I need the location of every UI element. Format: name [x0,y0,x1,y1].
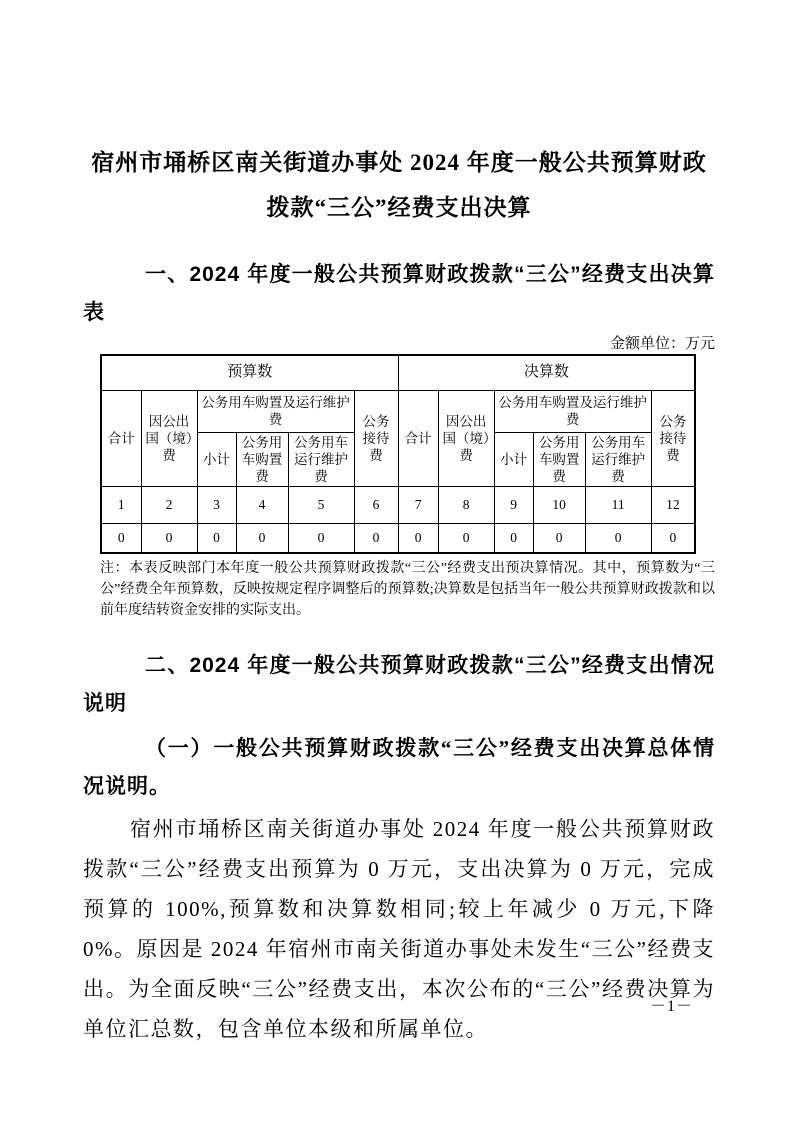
header-final-abroad: 因公出国（境）费 [438,390,494,486]
col-number-cell: 10 [533,486,585,523]
header-budget-vehicle-group: 公务用车购置及运行维护费 [197,390,354,432]
header-budget-total: 合计 [101,390,141,486]
col-number-cell: 5 [288,486,354,523]
header-budget-vehicle-subtotal: 小计 [197,432,236,486]
table-note: 注：本表反映部门本年度一般公共预算财政拨款“三公”经费支出预决算情况。其中，预算数为“三公”经费全年预算数，反映按规定程序调整后的预算数;决算数是包括当年一般公共预算财政拨款和以前年度结转资金安排的实际支出。 [100,561,715,618]
col-number-cell: 12 [651,486,695,523]
header-budget-reception: 公务接待费 [354,390,398,486]
col-number-cell: 8 [438,486,494,523]
document-title: 宿州市埇桥区南关街道办事处 2024 年度一般公共预算财政拨款“三公”经费支出决算 [91,150,707,220]
header-budget-vehicle-purchase: 公务用车购置费 [236,432,288,486]
summary-paragraph: 宿州市埇桥区南关街道办事处 2024 年度一般公共预算财政拨款“三公”经费支出预算为 0 万元，支出决算为 0 万元，完成预算的 100%,预算数和决算数相同;较上年减少 0 万元,下降 0%。原因是 2024 年宿州市南关街道办事处未发生“三公”经费支出。为全面反映“三公”经费支出，本次公布的“三公”经费决算为单位汇总数，包含单位本级和所属单位。 [83,817,715,1041]
value-cell: 0 [101,523,141,553]
header-budget-vehicle-maintenance: 公务用车运行维护费 [288,432,354,486]
header-final-reception: 公务接待费 [651,390,695,486]
header-budget-abroad: 因公出国（境）费 [141,390,197,486]
col-number-cell: 7 [398,486,438,523]
section-2-heading: 二、2024 年度一般公共预算财政拨款“三公”经费支出情况说明 [83,654,715,715]
header-final-vehicle-group: 公务用车购置及运行维护费 [494,390,651,432]
value-cell: 0 [354,523,398,553]
col-number-cell: 4 [236,486,288,523]
value-cell: 0 [236,523,288,553]
header-final-vehicle-purchase: 公务用车购置费 [533,432,585,486]
header-final-total: 合计 [398,390,438,486]
value-cell: 0 [438,523,494,553]
value-cell: 0 [651,523,695,553]
value-cell: 0 [585,523,651,553]
section-1-heading: 一、2024 年度一般公共预算财政拨款“三公”经费支出决算表 [83,263,715,324]
col-number-cell: 9 [494,486,533,523]
header-final-group: 决算数 [398,355,695,390]
header-final-vehicle-maintenance: 公务用车运行维护费 [585,432,651,486]
value-cell: 0 [494,523,533,553]
amount-unit-note: 金额单位：万元 [609,336,715,352]
value-cell: 0 [288,523,354,553]
col-number-cell: 11 [585,486,651,523]
col-number-cell: 3 [197,486,236,523]
value-cell: 0 [398,523,438,553]
value-cell: 0 [533,523,585,553]
col-number-cell: 2 [141,486,197,523]
col-number-cell: 1 [101,486,141,523]
page-number: －1－ [649,998,693,1015]
col-number-cell: 6 [354,486,398,523]
header-final-vehicle-subtotal: 小计 [494,432,533,486]
value-cell: 0 [141,523,197,553]
header-budget-group: 预算数 [101,355,398,390]
subsection-1-heading: （一）一般公共预算财政拨款“三公”经费支出决算总体情况说明。 [83,736,715,798]
sangong-expense-table [100,354,696,554]
value-cell: 0 [197,523,236,553]
